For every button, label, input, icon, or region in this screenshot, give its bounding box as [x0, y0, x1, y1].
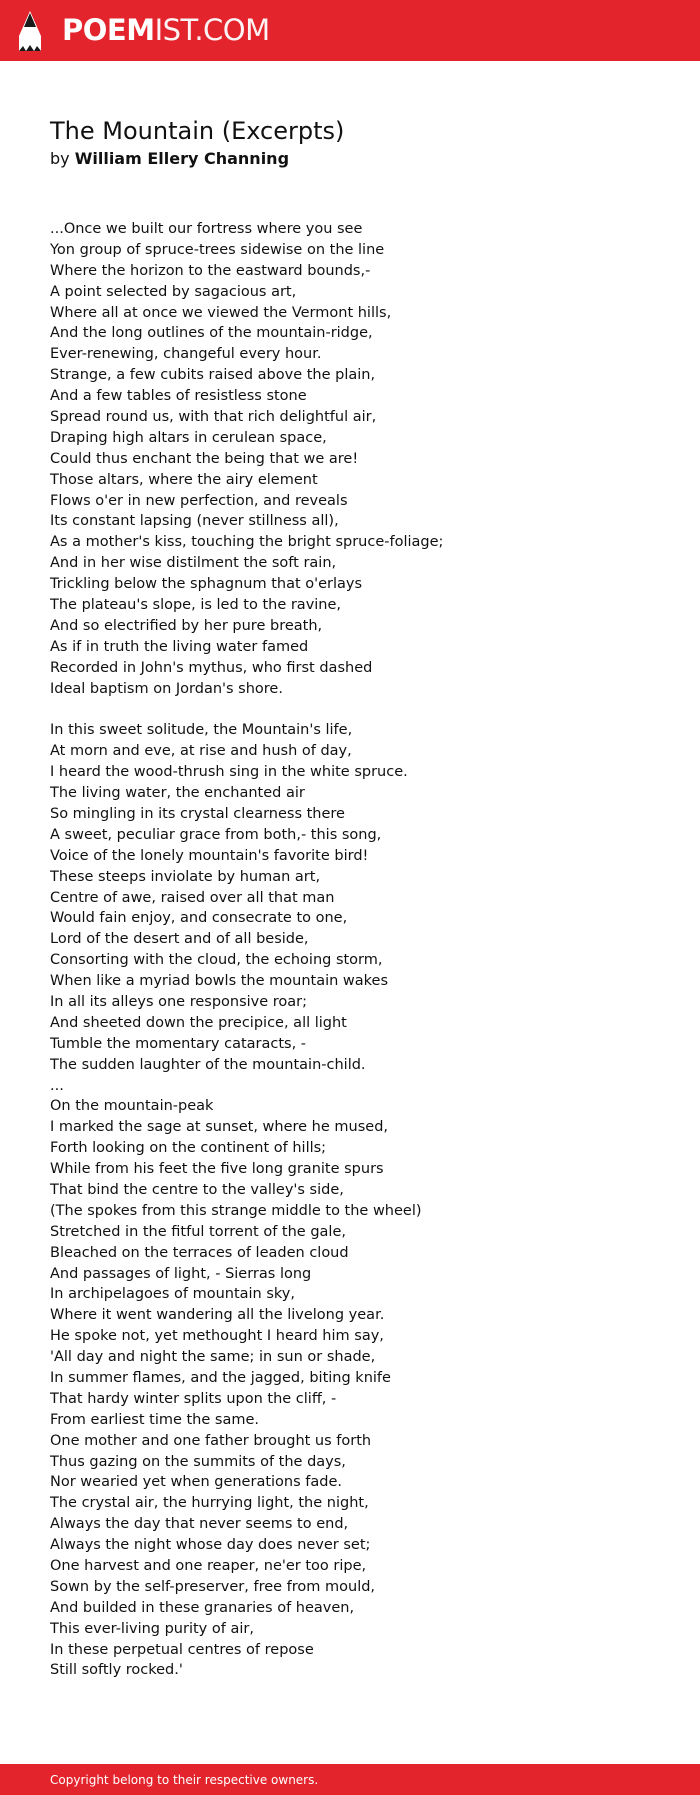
byline	[50, 149, 289, 169]
poem-line: So mingling in its crystal clearness there	[50, 805, 345, 822]
poem-line: Where the horizon to the eastward bounds,-	[50, 262, 371, 279]
poem-line: Draping high altars in cerulean space,	[50, 429, 327, 446]
logo-light-text: IST.COM	[154, 13, 270, 47]
poem-line: The sudden laughter of the mountain-child.	[50, 1056, 366, 1073]
poem-line: A sweet, peculiar grace from both,- this song,	[50, 826, 382, 843]
author-name: William Ellery Channing	[74, 149, 290, 168]
poem-line: Still softly rocked.'	[50, 1662, 183, 1679]
poem-title: The Mountain (Excerpts)	[50, 117, 345, 145]
poem-line: A point selected by sagacious art,	[50, 283, 297, 300]
poem-line: Where all at once we viewed the Vermont hills,	[50, 304, 392, 321]
poem-line: Forth looking on the continent of hills;	[50, 1140, 327, 1157]
site-logo[interactable]	[62, 11, 270, 49]
poem-line: And a few tables of resistless stone	[50, 388, 307, 405]
poem-line: Consorting with the cloud, the echoing storm,	[50, 952, 383, 969]
poem-line: Bleached on the terraces of leaden cloud	[50, 1244, 349, 1261]
poem-line: As a mother's kiss, touching the bright spruce-foliage;	[50, 534, 444, 551]
poem-line: And passages of light, - Sierras long	[50, 1265, 312, 1282]
poem-line: Where it went wandering all the livelong year.	[50, 1307, 385, 1324]
poem-line: And sheeted down the precipice, all light	[50, 1014, 347, 1031]
poem-line: And builded in these granaries of heaven,	[50, 1599, 355, 1616]
by-label: by	[50, 149, 70, 168]
poem-line: Sown by the self-preserver, free from mould,	[50, 1578, 376, 1595]
poem-line: That hardy winter splits upon the cliff, -	[50, 1390, 337, 1407]
poem-line: At morn and eve, at rise and hush of day,	[50, 743, 352, 760]
poem-line: That bind the centre to the valley's side,	[50, 1181, 344, 1198]
poem-line: Yon group of spruce-trees sidewise on the line	[50, 241, 385, 258]
logo-bold-text: POEM	[62, 13, 155, 47]
poem-line: One harvest and one reaper, ne'er too ripe,	[50, 1558, 367, 1574]
poem-line: (The spokes from this strange middle to the wheel)	[50, 1202, 422, 1219]
pen-nib-icon[interactable]	[17, 10, 43, 52]
poem-line: Its constant lapsing (never stillness all),	[50, 513, 339, 530]
poem-line: And so electrified by her pure breath,	[50, 617, 323, 634]
poem-line: Tumble the momentary cataracts, -	[50, 1035, 307, 1052]
poem-line: Centre of awe, raised over all that man	[50, 889, 335, 906]
poem-line: ...	[50, 1077, 64, 1094]
poem-line: Ever-renewing, changeful every hour.	[50, 346, 322, 363]
poem-line: When like a myriad bowls the mountain wakes	[50, 973, 389, 990]
poem-line: I marked the sage at sunset, where he mused,	[50, 1119, 389, 1136]
site-footer	[0, 1764, 700, 1795]
poem-line: Nor wearied yet when generations fade.	[50, 1474, 342, 1491]
poem-line: The crystal air, the hurrying light, the night,	[50, 1495, 369, 1512]
poem-line: Strange, a few cubits raised above the plain,	[50, 367, 376, 384]
poem-line: In this sweet solitude, the Mountain's life,	[50, 722, 353, 739]
poem-line: Always the day that never seems to end,	[50, 1516, 349, 1533]
poem-line: In summer flames, and the jagged, biting knife	[50, 1369, 391, 1386]
poem-line: This ever-living purity of air,	[50, 1620, 254, 1637]
poem-line: Stretched in the fitful torrent of the gale,	[50, 1223, 346, 1240]
poem-line: As if in truth the living water famed	[50, 638, 309, 655]
poem-line	[50, 699, 443, 720]
poem-line: And the long outlines of the mountain-ridge,	[50, 325, 373, 342]
poem-line: ...Once we built our fortress where you see	[50, 221, 363, 237]
poem-line: The living water, the enchanted air	[50, 785, 305, 802]
poem-line: In these perpetual centres of repose	[50, 1641, 314, 1658]
poem-line: In all its alleys one responsive roar;	[50, 993, 308, 1010]
poem-line: Those altars, where the airy element	[50, 471, 318, 488]
poem-body	[50, 219, 443, 1681]
poem-line: Trickling below the sphagnum that o'erlays	[50, 576, 363, 593]
poem-line: 'All day and night the same; in sun or shade,	[50, 1349, 376, 1366]
poem-line: While from his feet the five long granite spurs	[50, 1161, 384, 1178]
poem-line: Lord of the desert and of all beside,	[50, 931, 309, 948]
poem-line: The plateau's slope, is led to the ravine,	[50, 597, 342, 614]
poem-line: Voice of the lonely mountain's favorite bird!	[50, 847, 369, 864]
poem-line: These steeps inviolate by human art,	[50, 868, 321, 885]
poem-line: Always the night whose day does never set;	[50, 1537, 371, 1554]
poem-line: One mother and one father brought us forth	[50, 1432, 372, 1449]
poem-line: From earliest time the same.	[50, 1411, 259, 1428]
poem-line: In archipelagoes of mountain sky,	[50, 1286, 295, 1303]
poem-line: He spoke not, yet methought I heard him say,	[50, 1328, 384, 1345]
poem-line: And in her wise distilment the soft rain,	[50, 555, 337, 572]
poem-line: Recorded in John's mythus, who first dashed	[50, 659, 373, 676]
copyright-text: Copyright belong to their respective owners.	[50, 1773, 319, 1787]
poem-line: On the mountain-peak	[50, 1098, 214, 1115]
poem-line: Flows o'er in new perfection, and reveals	[50, 492, 348, 509]
site-header	[0, 0, 700, 61]
poem-line: Spread round us, with that rich delightful air,	[50, 409, 377, 426]
poem-line: Would fain enjoy, and consecrate to one,	[50, 910, 348, 927]
poem-line: Thus gazing on the summits of the days,	[50, 1453, 346, 1470]
poem-line: Could thus enchant the being that we are!	[50, 450, 359, 467]
poem-line: Ideal baptism on Jordan's shore.	[50, 680, 283, 697]
poem-line: I heard the wood-thrush sing in the white spruce.	[50, 764, 408, 781]
